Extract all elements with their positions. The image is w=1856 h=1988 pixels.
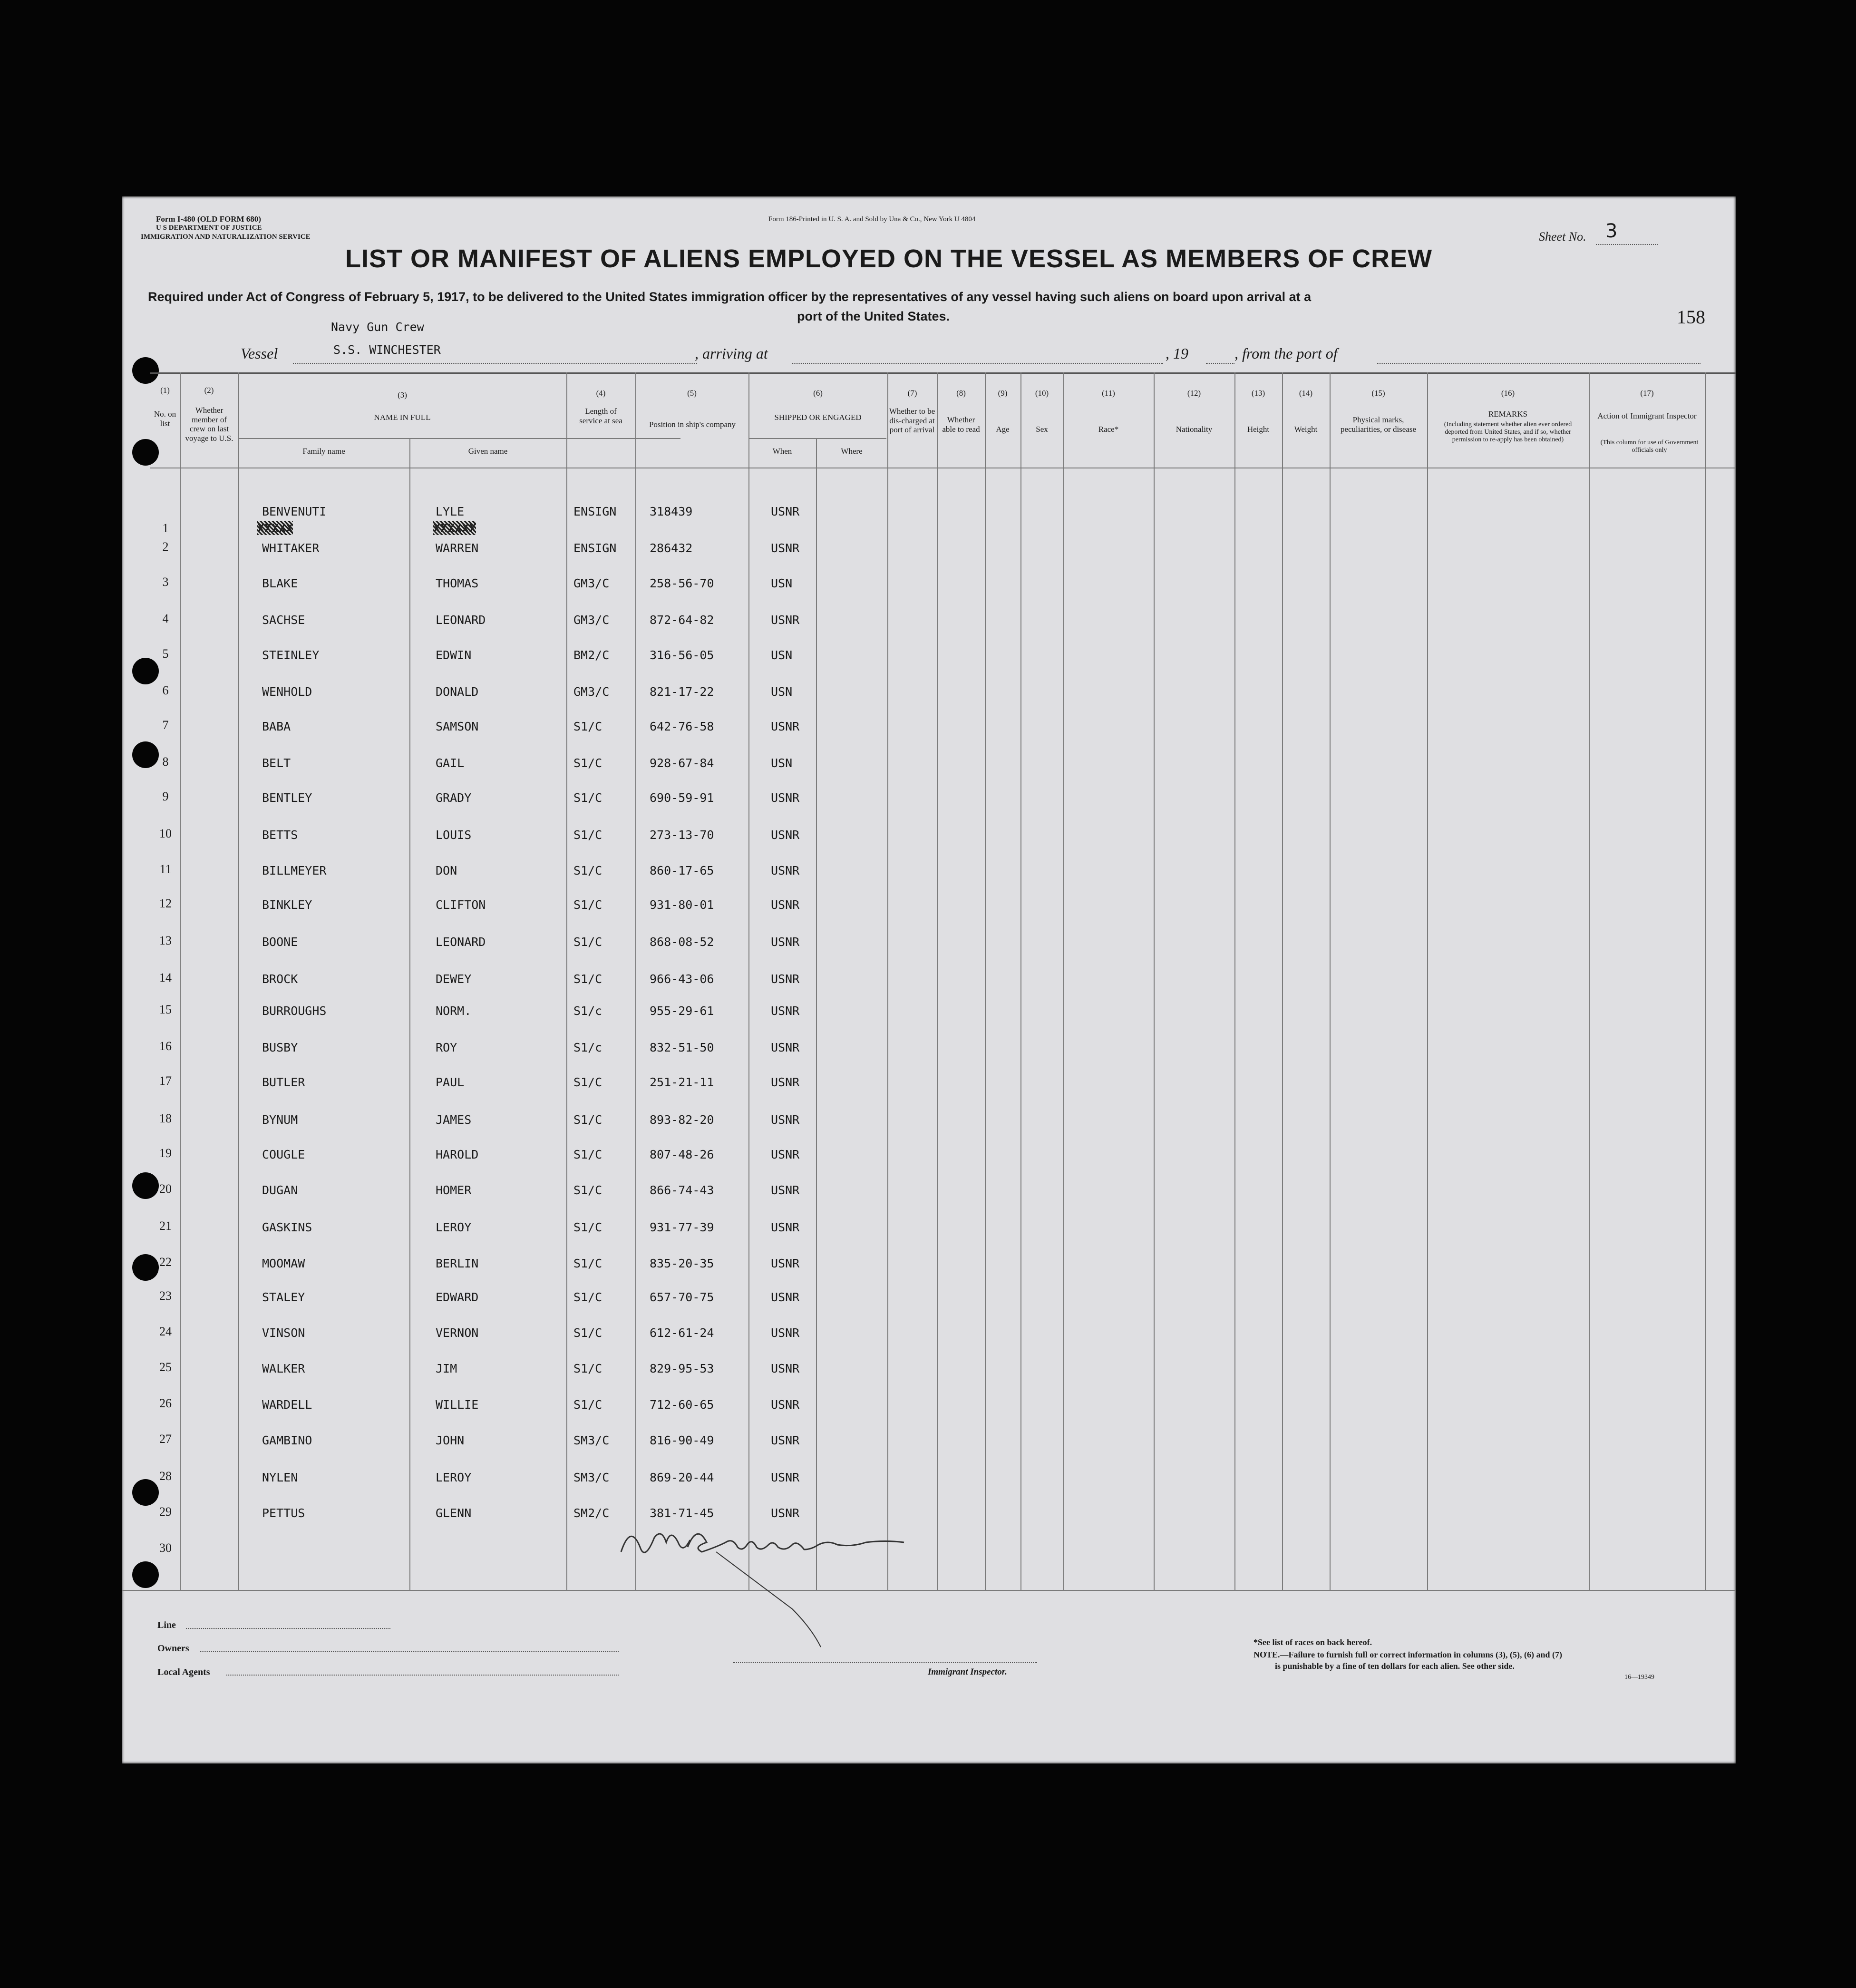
row-number: 12 [159,897,172,910]
service: IMMIGRATION AND NATURALIZATION SERVICE [141,233,311,241]
family-name: STEINLEY [262,648,320,662]
family-name: SACHSE [262,613,305,627]
col1-num: (1) [160,386,170,395]
col6-when-label: When [772,447,792,456]
given-name: GAIL [436,756,465,770]
family-name: BINKLEY [262,898,312,912]
branch: USNR [771,791,800,805]
col-divider [985,372,986,1590]
col16-label: REMARKS [1488,409,1528,419]
col13-num: (13) [1251,389,1265,398]
branch: USNR [771,613,800,627]
row-number: 28 [159,1469,172,1483]
family-name: GASKINS [262,1220,312,1234]
vessel-line [293,363,697,364]
branch: USNR [771,1326,800,1340]
branch: USNR [771,541,800,555]
department: U S DEPARTMENT OF JUSTICE [156,224,262,232]
row-number: 8 [162,755,169,769]
rank: ENSIGN [573,505,617,518]
col3-num: (3) [398,390,407,400]
branch: USNR [771,1113,800,1127]
row-number: 19 [159,1146,172,1160]
branch: USN [771,576,793,590]
family-name: WENHOLD [262,685,312,699]
service-number: 318439 [650,505,693,518]
owners-label: Owners [157,1643,189,1654]
family-name: PETTUS [262,1506,305,1520]
branch: USNR [771,1148,800,1161]
note-races: *See list of races on back hereof. [1254,1637,1372,1647]
branch: USNR [771,828,800,842]
binder-hole [132,439,159,466]
family-name: BUTLER [262,1075,305,1089]
sheet-number: 3 [1605,220,1618,242]
service-number: 931-77-39 [650,1220,714,1234]
branch: USN [771,648,793,662]
family-name: NYLEN [262,1471,298,1484]
rank: S1/C [573,791,602,805]
col6-where-label: Where [841,447,863,456]
given-name: DEWEY [436,972,472,986]
service-number: 866-74-43 [650,1183,714,1197]
row-number: 3 [162,575,169,589]
col4-label: Length of service at sea [579,407,622,425]
family-name: WALKER [262,1362,305,1375]
branch: USNR [771,1398,800,1412]
col16-sub: (Including statement whether alien ever ordered deported from United States, and if so, whether permission to re-apply has been obtained) [1444,421,1572,444]
row-number: 27 [159,1432,172,1446]
col10-label: Sex [1036,425,1048,434]
rank: S1/C [573,1257,602,1270]
rank: SM2/C [573,1506,610,1520]
row-number: 1 [162,521,169,535]
family-name: WARDELL [262,1398,312,1412]
given-name: WARREN [436,541,479,555]
row-number: 6 [162,683,169,697]
agents-field [226,1675,619,1676]
from-port-line [1377,363,1701,364]
row-number: 9 [162,789,169,803]
arriving-label: , arriving at [695,345,768,362]
form-code: 16—19349 [1624,1674,1654,1681]
row-number: 11 [159,862,172,876]
rank: S1/C [573,1113,602,1127]
inspector-line [733,1662,1037,1663]
col5-num: (5) [687,389,697,398]
given-name: GRADY [436,791,472,805]
col-divider [409,438,410,1590]
service-number: 829-95-53 [650,1362,714,1375]
rank: S1/C [573,720,602,733]
branch: USNR [771,505,800,518]
given-name: EDWARD [436,1290,479,1304]
col-divider [816,438,817,1590]
col12-label: Nationality [1176,425,1213,434]
family-name: BETTS [262,828,298,842]
col14-label: Weight [1294,425,1318,434]
branch: USNR [771,1290,800,1304]
branch: USNR [771,720,800,733]
binder-hole [132,658,159,684]
given-name: DON [436,864,457,877]
rank: S1/C [573,1075,602,1089]
service-number: 835-20-35 [650,1257,714,1270]
line-field [186,1628,390,1629]
col-divider [937,372,938,1590]
service-number: 860-17-65 [650,864,714,877]
given-name: LOUIS [436,828,472,842]
branch: USNR [771,1183,800,1197]
given-name: JOHN [436,1433,465,1447]
sheet-number-line [1596,244,1658,245]
service-number: 286432 [650,541,693,555]
col7-label: Whether to be dis-charged at port of arrival [889,407,935,435]
col17-label: Action of Immigrant Inspector [1597,411,1697,420]
agents-label: Local Agents [157,1667,210,1677]
row-number: 24 [159,1325,172,1338]
family-name: GAMBINO [262,1433,312,1447]
arriving-line [792,363,1163,364]
crew-type: Navy Gun Crew [331,320,424,334]
given-name: LEONARD [436,935,486,949]
rank: S1/C [573,898,602,912]
branch: USNR [771,1433,800,1447]
requirement-text: Required under Act of Congress of February 5, 1917, to be delivered to the United States immigration officer by the representatives of any vessel having such aliens on board upon arrival at a [148,290,1312,304]
branch: USNR [771,1041,800,1054]
rank: S1/C [573,1362,602,1375]
rank: S1/C [573,1183,602,1197]
table-top-rule [150,372,1736,374]
given-name: WILLIE [436,1398,479,1412]
col13-label: Height [1247,425,1270,434]
given-name: HOMER [436,1183,472,1197]
given-name: GLENN [436,1506,472,1520]
col9-num: (9) [998,389,1008,398]
document-title: LIST OR MANIFEST OF ALIENS EMPLOYED ON THE VESSEL AS MEMBERS OF CREW [345,244,1433,273]
year-label: , 19 [1166,345,1188,362]
row-number: 10 [159,827,172,840]
rank: GM3/C [573,576,610,590]
col-divider [1063,372,1064,1590]
row-number: 2 [162,540,169,554]
branch: USNR [771,1220,800,1234]
vessel-label: Vessel [241,345,278,362]
row-number: 15 [159,1003,172,1016]
col-divider [887,372,888,1590]
rank: S1/c [573,1041,602,1054]
family-name: MOOMAW [262,1257,305,1270]
family-name: BELT [262,756,291,770]
col-divider [635,372,636,1590]
col-divider [1589,372,1590,1590]
inspector-label: Immigrant Inspector. [928,1667,1007,1677]
service-number: 807-48-26 [650,1148,714,1161]
note-text: NOTE.—Failure to furnish full or correct information in columns (3), (5), (6) and (7) [1254,1650,1562,1659]
branch: USNR [771,935,800,949]
service-number: 712-60-65 [650,1398,714,1412]
rank: S1/C [573,1148,602,1161]
branch: USNR [771,1471,800,1484]
family-name: BENVENUTI [262,505,327,518]
page-number: 158 [1677,306,1705,328]
printer-line: Form 186-Printed in U. S. A. and Sold by Una & Co., New York U 4804 [768,215,976,223]
rank: S1/c [573,1004,602,1018]
service-number: 966-43-06 [650,972,714,986]
col16-num: (16) [1501,389,1515,398]
family-name: BYNUM [262,1113,298,1127]
col2-num: (2) [204,386,214,395]
service-number: 832-51-50 [650,1041,714,1054]
col15-label: Physical marks, peculiarities, or disease [1340,415,1417,434]
col5-label: Position in ship's company [649,420,736,429]
col11-num: (11) [1102,389,1115,398]
given-name: VERNON [436,1326,479,1340]
row-number: 7 [162,718,169,732]
row-number: 17 [159,1074,172,1088]
struck-family-name: XXXXX [257,521,293,535]
given-name: BERLIN [436,1257,479,1270]
branch: USNR [771,1362,800,1375]
shipped-subheader-rule [748,438,886,439]
row-number: 16 [159,1039,172,1053]
branch: USNR [771,1506,800,1520]
rank: S1/C [573,935,602,949]
service-number: 657-70-75 [650,1290,714,1304]
family-name: COUGLE [262,1148,305,1161]
row-number: 13 [159,934,172,947]
rank: BM2/C [573,648,610,662]
service-number: 251-21-11 [650,1075,714,1089]
name-subheader-rule [238,438,680,439]
row-number: 30 [159,1541,172,1555]
rank: S1/C [573,1220,602,1234]
service-number: 931-80-01 [650,898,714,912]
struck-given-name: XXXXXX [433,521,476,535]
col-divider [1705,372,1706,1590]
col3-given-label: Given name [468,447,508,456]
col3-family-label: Family name [302,447,345,456]
rank: S1/C [573,756,602,770]
binder-hole [132,357,159,384]
col-divider [1427,372,1428,1590]
service-number: 642-76-58 [650,720,714,733]
family-name: WHITAKER [262,541,320,555]
row-number: 25 [159,1360,172,1374]
service-number: 928-67-84 [650,756,714,770]
branch: USNR [771,1257,800,1270]
rank: SM3/C [573,1471,610,1484]
given-name: THOMAS [436,576,479,590]
given-name: PAUL [436,1075,465,1089]
branch: USN [771,685,793,699]
given-name: NORM. [436,1004,472,1018]
col10-num: (10) [1035,389,1049,398]
service-number: 872-64-82 [650,613,714,627]
given-name: LEROY [436,1220,472,1234]
rank: SM3/C [573,1433,610,1447]
rank: S1/C [573,828,602,842]
rank: S1/C [573,1398,602,1412]
service-number: 893-82-20 [650,1113,714,1127]
service-number: 690-59-91 [650,791,714,805]
col6-label: SHIPPED OR ENGAGED [774,413,862,422]
branch: USNR [771,864,800,877]
given-name: HAROLD [436,1148,479,1161]
family-name: BUSBY [262,1041,298,1054]
col12-num: (12) [1187,389,1201,398]
line-label: Line [157,1620,176,1630]
branch: USNR [771,1075,800,1089]
given-name: EDWIN [436,648,472,662]
given-name: LYLE [436,505,465,518]
family-name: DUGAN [262,1183,298,1197]
col-divider [1330,372,1331,1590]
service-number: 868-08-52 [650,935,714,949]
given-name: CLIFTON [436,898,486,912]
rank: S1/C [573,864,602,877]
col-divider [566,372,567,1590]
rank: S1/C [573,972,602,986]
row-number: 23 [159,1289,172,1303]
service-number: 821-17-22 [650,685,714,699]
from-port-label: , from the port of [1234,345,1338,362]
form-id: Form I-480 (OLD FORM 680) [156,214,261,224]
branch: USNR [771,972,800,986]
service-number: 258-56-70 [650,576,714,590]
col15-num: (15) [1371,389,1385,398]
rank: S1/C [573,1326,602,1340]
owners-field [200,1651,619,1652]
family-name: BILLMEYER [262,864,327,877]
family-name: BENTLEY [262,791,312,805]
row-number: 26 [159,1396,172,1410]
col7-num: (7) [907,389,917,398]
branch: USNR [771,898,800,912]
given-name: JIM [436,1362,457,1375]
family-name: BOONE [262,935,298,949]
family-name: BLAKE [262,576,298,590]
col11-label: Race* [1098,425,1119,434]
note-text-2: is punishable by a fine of ten dollars for each alien. See other side. [1275,1661,1515,1671]
given-name: LEONARD [436,613,486,627]
family-name: BABA [262,720,291,733]
col-divider [748,372,749,1590]
row-number: 29 [159,1505,172,1519]
col17-num: (17) [1640,389,1654,398]
binder-hole [132,1561,159,1588]
col4-num: (4) [596,389,606,398]
col-divider [1282,372,1283,1590]
service-number: 381-71-45 [650,1506,714,1520]
row-number: 21 [159,1219,172,1233]
row-number: 18 [159,1111,172,1125]
given-name: JAMES [436,1113,472,1127]
family-name: STALEY [262,1290,305,1304]
col8-num: (8) [956,389,966,398]
row-number: 22 [159,1255,172,1269]
col9-label: Age [996,425,1010,434]
vessel-name: S.S. WINCHESTER [333,343,441,357]
service-number: 316-56-05 [650,648,714,662]
service-number: 955-29-61 [650,1004,714,1018]
given-name: DONALD [436,685,479,699]
given-name: LEROY [436,1471,472,1484]
col-divider [1234,372,1235,1590]
row-number: 14 [159,971,172,984]
col1-label: No. on list [154,409,176,428]
rank: GM3/C [573,685,610,699]
col14-num: (14) [1299,389,1313,398]
col6-num: (6) [813,389,823,398]
sheet-label: Sheet No. [1539,230,1586,244]
col-divider [238,372,239,1590]
col-divider [1154,372,1155,1590]
col17-sub: (This column for use of Government officials only [1600,439,1699,454]
col3-label: NAME IN FULL [374,413,431,422]
requirement-text-2: port of the United States. [797,309,950,323]
col8-label: Whether able to read [942,415,980,434]
rank: S1/C [573,1290,602,1304]
rank: ENSIGN [573,541,617,555]
service-number: 612-61-24 [650,1326,714,1340]
service-number: 816-90-49 [650,1433,714,1447]
branch: USN [771,756,793,770]
row-number: 5 [162,647,169,661]
rank: GM3/C [573,613,610,627]
manifest-document [122,196,1736,1764]
col2-label: Whether member of crew on last voyage to U.S. [185,406,233,443]
service-number: 273-13-70 [650,828,714,842]
family-name: BROCK [262,972,298,986]
col-divider [1020,372,1021,1590]
family-name: VINSON [262,1326,305,1340]
row-number: 4 [162,612,169,625]
family-name: BURROUGHS [262,1004,327,1018]
given-name: ROY [436,1041,457,1054]
service-number: 869-20-44 [650,1471,714,1484]
row-number: 20 [159,1182,172,1196]
given-name: SAMSON [436,720,479,733]
year-line [1206,363,1234,364]
inspector-signature [616,1519,978,1676]
branch: USNR [771,1004,800,1018]
